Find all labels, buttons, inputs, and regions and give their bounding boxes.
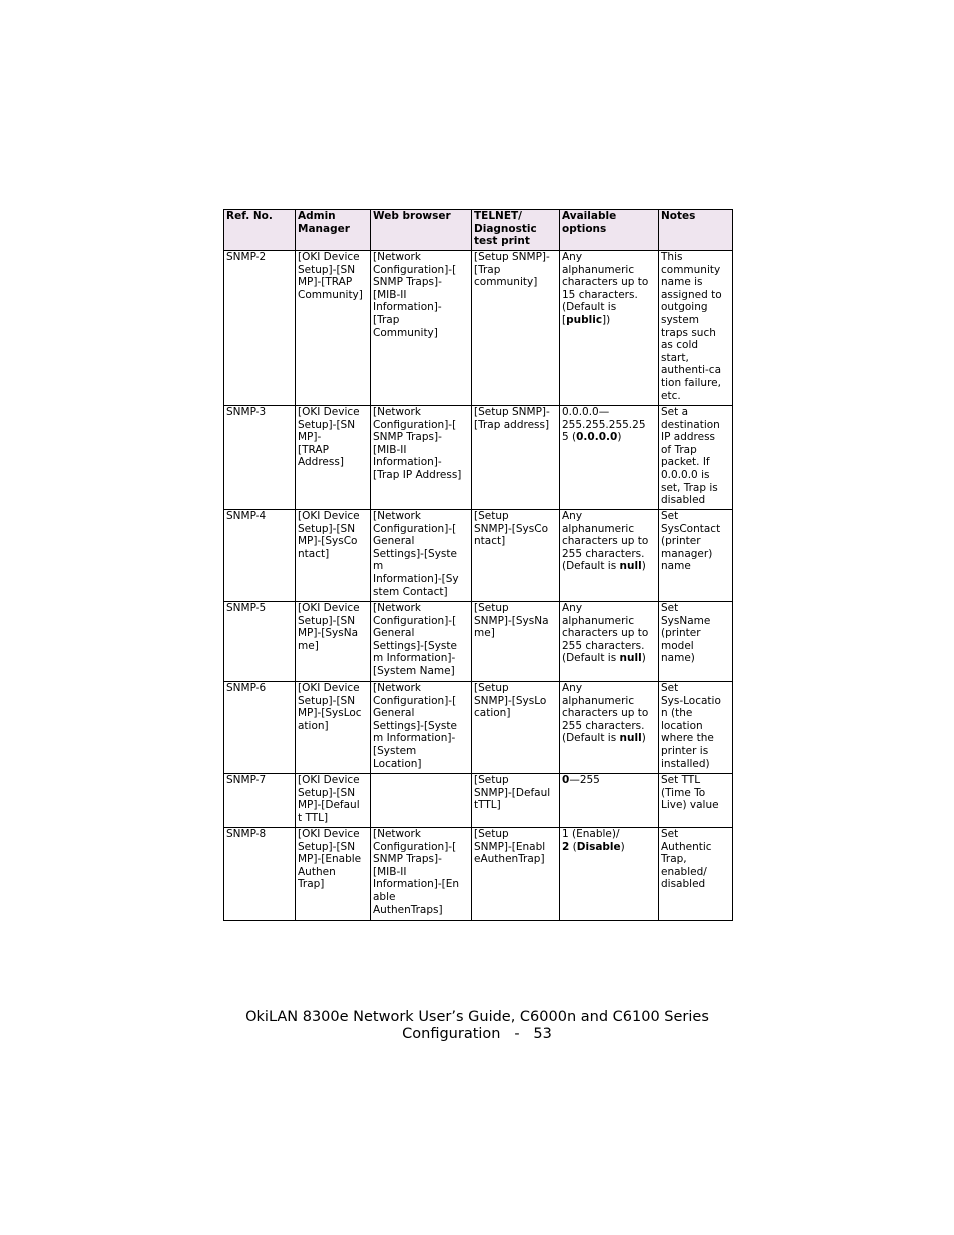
table-row xyxy=(224,774,733,828)
options-cell xyxy=(560,602,659,682)
admin-manager-cell: [OKI Device Setup]-[SN MP]-[Enable Authen Trap] xyxy=(296,828,371,921)
telnet-cell: [Setup SNMP]-[Defaul tTTL] xyxy=(472,774,560,828)
admin-manager-cell: [OKI Device Setup]-[SN MP]-[SysLoc ation] xyxy=(296,682,371,774)
table-row xyxy=(224,682,733,774)
separator: - xyxy=(514,1026,520,1042)
page-info xyxy=(0,1026,954,1043)
web-browser-cell: [Network Configuration]-[ SNMP Traps]- [MIB-II Information]- [Trap IP Address] xyxy=(371,406,472,510)
telnet-cell: [Setup SNMP]-[SysNa me] xyxy=(472,602,560,682)
options-default-value: public xyxy=(566,313,603,326)
options-text: Any alphanumeric characters up to 15 characters. (Default is [ xyxy=(562,251,649,326)
admin-manager-cell: [OKI Device Setup]-[SN MP]-[Defaul t TTL] xyxy=(296,774,371,828)
ref-cell: SNMP-2 xyxy=(224,251,296,406)
web-browser-cell: [Network Configuration]-[ General Settings]-[Syste m Information]- [System Location] xyxy=(371,682,472,774)
options-cell xyxy=(560,406,659,510)
table-header-row xyxy=(224,210,733,251)
options-default-value: 0 xyxy=(562,774,570,786)
options-bold-value: 2 xyxy=(562,840,570,853)
options-cell xyxy=(560,510,659,602)
options-cell xyxy=(560,251,659,406)
page-footer xyxy=(0,1009,954,1043)
document-title: OkiLAN 8300e Network User’s Guide, C6000n and C6100 Series xyxy=(245,1009,709,1025)
web-browser-cell: [Network Configuration]-[ General Settings]-[Syste m Information]-[Sy stem Contact] xyxy=(371,510,472,602)
options-default-value: null xyxy=(619,732,642,745)
options-text-end: ]) xyxy=(602,313,611,326)
notes-cell: Set TTL (Time To Live) value xyxy=(659,774,733,828)
telnet-cell: [Setup SNMP]-[Enabl eAuthenTrap] xyxy=(472,828,560,921)
options-default-value: null xyxy=(619,652,642,665)
telnet-cell: [Setup SNMP]- [Trap community] xyxy=(472,251,560,406)
admin-manager-cell: [OKI Device Setup]-[SN MP]-[SysCo ntact] xyxy=(296,510,371,602)
notes-cell: Set SysName (printer model name) xyxy=(659,602,733,682)
header-web-browser: Web browser xyxy=(371,210,472,251)
notes-cell: Set a destination IP address of Trap packet. If 0.0.0.0 is set, Trap is disabled xyxy=(659,406,733,510)
options-cell xyxy=(560,682,659,774)
header-ref-no: Ref. No. xyxy=(224,210,296,251)
table-row xyxy=(224,602,733,682)
options-default-value: Disable xyxy=(576,840,621,853)
options-text-end: ) xyxy=(617,431,622,444)
telnet-cell: [Setup SNMP]- [Trap address] xyxy=(472,406,560,510)
options-cell xyxy=(560,828,659,921)
admin-manager-cell: [OKI Device Setup]-[SN MP]-[TRAP Community] xyxy=(296,251,371,406)
header-notes: Notes xyxy=(659,210,733,251)
options-text-end: ) xyxy=(641,732,646,745)
ref-cell: SNMP-5 xyxy=(224,602,296,682)
options-default-value: 0.0.0.0 xyxy=(576,431,618,444)
page-number: 53 xyxy=(533,1026,552,1042)
ref-cell: SNMP-4 xyxy=(224,510,296,602)
options-text: Any alphanumeric characters up to 255 characters. (Default is xyxy=(562,682,649,745)
web-browser-cell: [Network Configuration]-[ SNMP Traps]- [MIB-II Information]-[En able AuthenTraps] xyxy=(371,828,472,921)
admin-manager-cell: [OKI Device Setup]-[SN MP]-[SysNa me] xyxy=(296,602,371,682)
notes-cell: This community name is assigned to outgoing system traps such as cold start, authenti-ca tion failure, etc. xyxy=(659,251,733,406)
web-browser-cell: [Network Configuration]-[ SNMP Traps]- [MIB-II Information]- [Trap Community] xyxy=(371,251,472,406)
table-row xyxy=(224,251,733,406)
header-telnet: TELNET/ Diagnostic test print xyxy=(472,210,560,251)
telnet-cell: [Setup SNMP]-[SysLo cation] xyxy=(472,682,560,774)
notes-cell: Set Sys-Locatio n (the location where the printer is installed) xyxy=(659,682,733,774)
section-name: Configuration xyxy=(402,1026,501,1042)
options-text: 1 (Enable)/ xyxy=(562,828,620,840)
notes-cell: Set SysContact (printer manager) name xyxy=(659,510,733,602)
header-available-options: Available options xyxy=(560,210,659,251)
options-text: Any alphanumeric characters up to 255 characters. (Default is xyxy=(562,602,649,665)
ref-cell: SNMP-8 xyxy=(224,828,296,921)
options-text: Any alphanumeric characters up to 255 characters. (Default is xyxy=(562,510,649,573)
telnet-cell: [Setup SNMP]-[SysCo ntact] xyxy=(472,510,560,602)
options-text-end: —255 xyxy=(569,774,600,786)
options-text-end: ) xyxy=(641,652,646,665)
options-text-mid: ( xyxy=(569,840,577,853)
notes-cell: Set Authentic Trap, enabled/ disabled xyxy=(659,828,733,921)
options-text-end: ) xyxy=(641,560,646,573)
options-text-end: ) xyxy=(620,840,625,853)
table-row xyxy=(224,510,733,602)
options-text: 0.0.0.0— 255.255.255.25 5 ( xyxy=(562,406,646,444)
ref-cell: SNMP-6 xyxy=(224,682,296,774)
options-default-value: null xyxy=(619,560,642,573)
header-admin-manager: Admin Manager xyxy=(296,210,371,251)
table-row xyxy=(224,406,733,510)
ref-cell: SNMP-7 xyxy=(224,774,296,828)
ref-cell: SNMP-3 xyxy=(224,406,296,510)
settings-table xyxy=(223,209,733,921)
admin-manager-cell: [OKI Device Setup]-[SN MP]- [TRAP Address] xyxy=(296,406,371,510)
web-browser-cell xyxy=(371,774,472,828)
table-row xyxy=(224,828,733,921)
web-browser-cell: [Network Configuration]-[ General Settings]-[Syste m Information]- [System Name] xyxy=(371,602,472,682)
options-cell xyxy=(560,774,659,828)
